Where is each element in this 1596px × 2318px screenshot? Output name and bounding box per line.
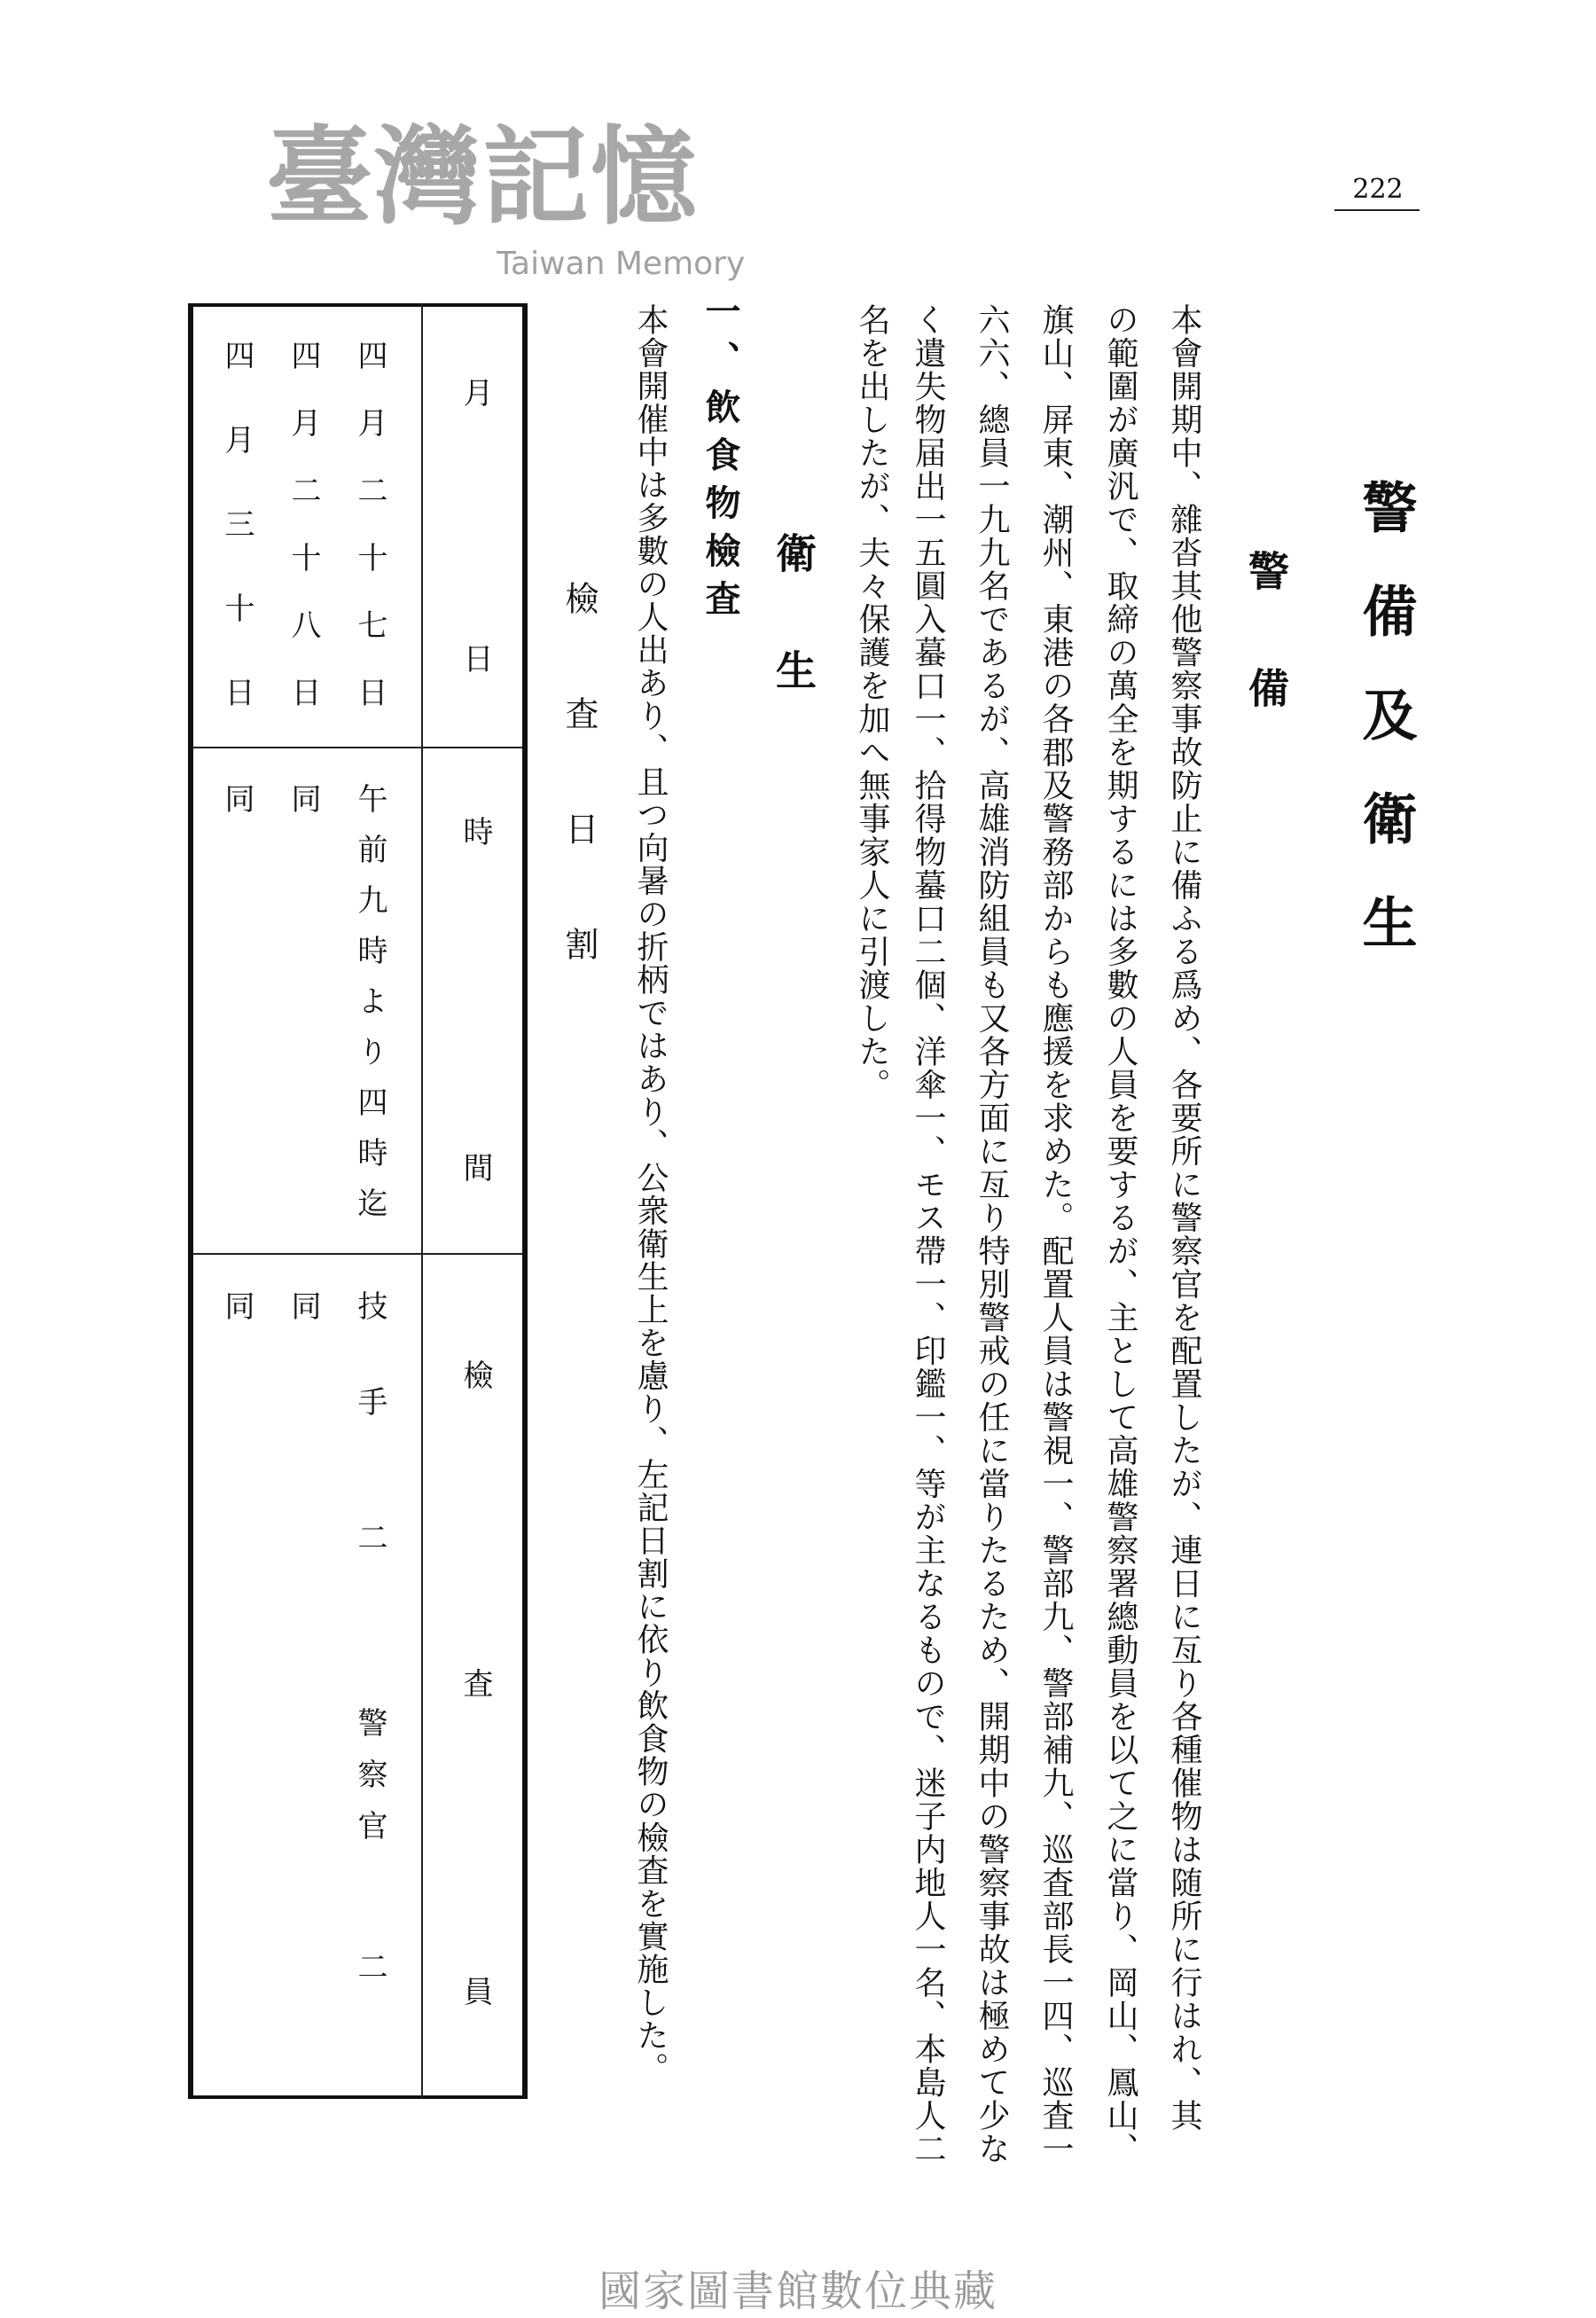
watermark-logo: 臺灣記憶: [266, 114, 699, 239]
watermark-subtitle: Taiwan Memory: [497, 246, 746, 282]
table-row-divider: [193, 1253, 522, 1255]
table-header-divider: [421, 303, 423, 2099]
table-header-time: 時間: [458, 816, 493, 1182]
row-inspectors: 同: [219, 1290, 254, 1320]
row-date: 四月三十日: [219, 340, 254, 761]
chapter-title: 警備及衛生: [1353, 479, 1418, 998]
row-date: 四月二十八日: [286, 340, 321, 744]
subheading-food-inspection: 一、飲食物檢査: [700, 293, 741, 628]
table-header-date: 月日: [458, 377, 493, 673]
row-inspector-police-count: 二: [352, 1951, 387, 1981]
paragraph-line: く遺失物届出一五圓入蟇口一、拾得物蟇口二個、洋傘一、モス帶一、印鑑一、等が主なるもので、迷子内地人一名、本島人二: [910, 303, 946, 2165]
row-inspector-police: 警察官: [352, 1707, 387, 1861]
page-number: 222: [1352, 174, 1404, 205]
row-time: 同: [219, 783, 254, 813]
row-inspectors: 同: [286, 1290, 321, 1320]
section-heading-hygiene: 衛 生: [770, 532, 818, 708]
row-inspector-technician-count: 二: [352, 1522, 387, 1552]
row-time: 午前九時より四時迄: [352, 783, 387, 1238]
row-inspector-technician: 技手: [352, 1290, 387, 1482]
paragraph-line: 六六、總員一九九名であるが、高雄消防組員も又各方面に亙り特別警戒の任に當りたるため、開期中の警察事故は極めて少な: [974, 303, 1010, 2165]
paragraph-line: 本會開期中、雜沓其他警察事故防止に備ふる爲め、各要所に警察官を配置したが、連日に亙り各種催物は随所に行はれ、其: [1166, 303, 1202, 2133]
table-header-inspectors: 檢査員: [458, 1359, 493, 2006]
footer-archive-credit: 國家圖書館數位典藏: [598, 2267, 998, 2316]
paragraph-line: 名を出したが、夫々保護を加へ無事家人に引渡した。: [854, 303, 890, 1101]
paragraph-line: 旗山、屏東、潮州、東港の各郡及警務部からも應援を求めた。配置人員は警視一、警部九、警部補九、巡査部長一四、巡査一: [1037, 303, 1074, 2165]
paragraph-line: の範圍が廣汎で、取締の萬全を期するには多數の人員を要するが、主として高雄警察署總動員を以て之に當り、岡山、鳳山、: [1102, 303, 1138, 2165]
section-heading-security: 警 備: [1242, 550, 1290, 725]
row-date: 四月二十七日: [352, 340, 387, 744]
row-time: 同: [286, 783, 321, 813]
table-title: 檢査日割: [559, 581, 598, 1042]
hygiene-paragraph: 本會開催中は多數の人出あり、且つ向暑の折柄ではあり、公衆衛生上を慮り、左記日割に依り飲食物の檢査を實施した。: [632, 303, 669, 2085]
page-number-underline: [1334, 209, 1420, 211]
